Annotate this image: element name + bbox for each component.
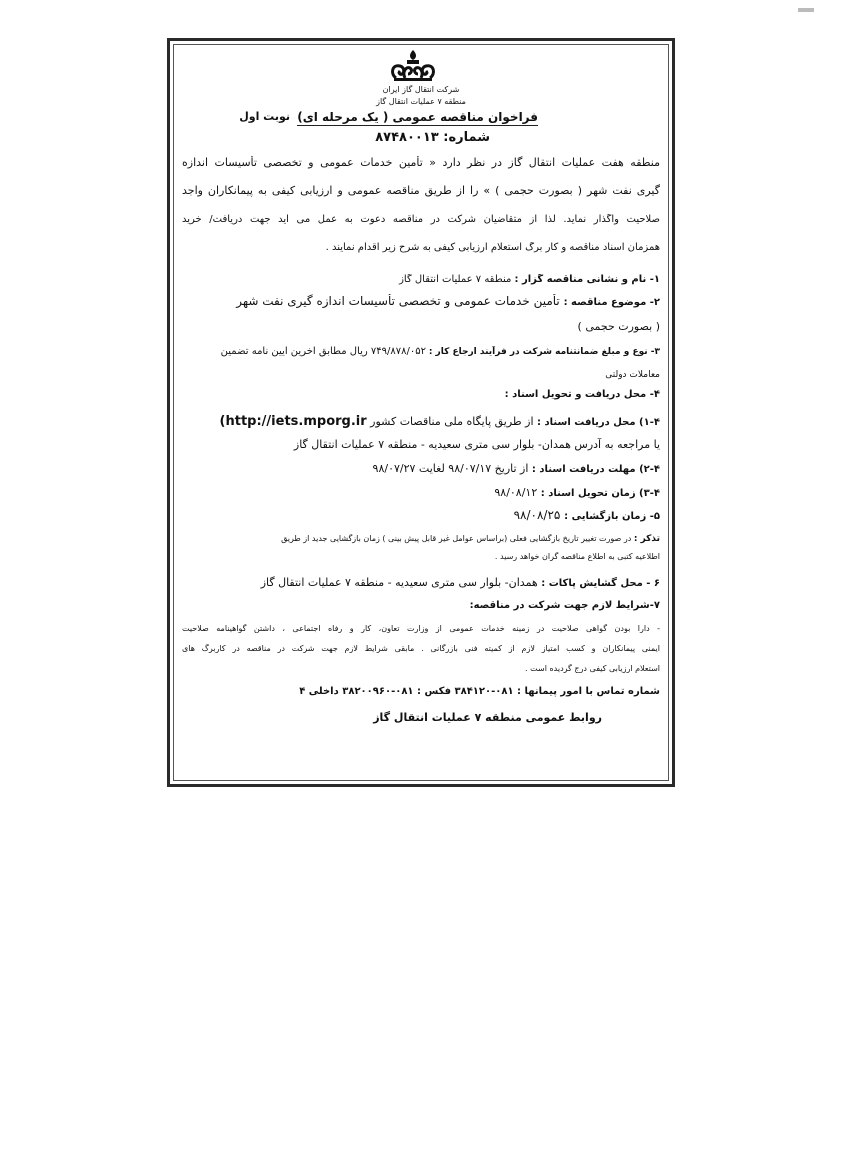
note-text-2: اطلاعیه کتبی به اطلاع مناقصه گران خواهد رسید .	[494, 552, 660, 561]
item-4-3-value: ۹۸/۰۸/۱۲	[494, 486, 538, 499]
notice-round: نوبت اول	[239, 110, 290, 123]
item-3-continued	[182, 370, 660, 380]
item-4-1-continued	[182, 438, 660, 451]
item-7-text-3: استعلام ارزیابی کیفی درج گردیده است .	[525, 664, 660, 673]
item-4-1-url: (http://iets.mporg.ir	[219, 414, 367, 429]
item-1-label: ۱- نام و نشانی مناقصه گزار :	[514, 274, 660, 285]
item-4-1-value: از طریق پایگاه ملی مناقصات کشور	[370, 415, 534, 428]
contact-line: شماره تماس با امور پیمانها : ۰۸۱-۳۸۴۱۲۰ فکس : ۰۸۱-۳۸۲۰۰۹۶۰ داخلی ۴	[299, 686, 660, 697]
note-text-1: در صورت تغییر تاریخ بازگشایی فعلی (براساس عوامل غیر قابل پیش بینی ) زمان بازگشایی جدید از طریق	[281, 534, 632, 543]
signature: روابط عمومی منطقه ۷ عملیات انتقال گاز	[373, 711, 602, 724]
intro-line-1: منطقه هفت عملیات انتقال گاز در نظر دارد « تأمین خدمات عمومی و تخصصی تأسیسات اندازه	[182, 156, 660, 169]
item-7-label: ۷-شرایط لازم جهت شرکت در مناقصه:	[469, 600, 660, 611]
item-7-text-1: - دارا بودن گواهی صلاحیت در زمینه خدمات عمومی از وزارت تعاون، کار و رفاه اجتماعی ، داشتن گواهینامه صلاحیت	[182, 624, 660, 633]
scan-artifact	[798, 8, 814, 12]
item-4-1	[182, 414, 660, 429]
item-3-label: ۳- نوع و مبلغ ضمانتنامه شرکت در فرآیند ارجاع کار :	[428, 347, 660, 357]
item-4-2-value: از تاریخ ۹۸/۰۷/۱۷ لغایت ۹۸/۰۷/۲۷	[372, 462, 529, 475]
item-2-value: تأمین خدمات عمومی و تخصصی تأسیسات اندازه گیری نفت شهر	[236, 294, 560, 308]
intro-line-4: همزمان اسناد مناقصه و کار برگ استعلام ارزیابی کیفی به شرح زیر اقدام نمایند .	[325, 242, 660, 253]
item-4-3-label: ۳-۴) زمان تحویل اسناد :	[540, 488, 660, 499]
region-name: منطقه ۷ عملیات انتقال گاز	[376, 97, 466, 106]
item-4-1-label: ۱-۴) محل دریافت اسناد :	[537, 417, 660, 428]
item-4-1-value-2: یا مراجعه به آدرس همدان- بلوار سی متری سعیدیه - منطقه ۷ عملیات انتقال گاز	[293, 438, 660, 451]
item-1	[182, 274, 660, 285]
item-4-3	[182, 486, 660, 499]
intro-line-2: گیری نفت شهر ( بصورت حجمی ) » را از طریق مناقصه عمومی و ارزیابی کیفی به پیمانکاران واجد	[182, 184, 660, 197]
item-1-value: منطقه ۷ عملیات انتقال گاز	[399, 274, 512, 285]
item-2-label: ۲- موضوع مناقصه :	[563, 297, 660, 308]
item-4-label: ۴- محل دریافت و تحویل اسناد :	[504, 389, 660, 400]
item-5-label: ۵- زمان بازگشایی :	[564, 511, 660, 522]
item-5	[182, 508, 660, 522]
item-6-label: ۶ - محل گشایش پاکات :	[541, 578, 660, 589]
item-4-2	[182, 462, 660, 475]
item-3	[182, 346, 660, 357]
item-4-2-label: ۲-۴) مهلت دریافت اسناد :	[531, 464, 660, 475]
item-3-value: ۷۴۹/۸۷۸/۰۵۲ ریال مطابق آخرین آیین نامه تضمین	[220, 346, 426, 357]
note-label: تذکر :	[633, 534, 660, 544]
note	[182, 534, 660, 544]
item-6	[182, 576, 660, 589]
item-2-value-2: ( بصورت حجمی )	[577, 320, 660, 333]
notice-title: فراخوان مناقصه عمومی ( یک مرحله ای)	[297, 110, 538, 124]
notice-number: شماره: ۸۷۴۸۰۰۱۳	[375, 130, 490, 145]
company-name: شرکت انتقال گاز ایران	[382, 85, 460, 94]
intro-line-3: صلاحیت واگذار نماید. لذا از متقاضیان شرکت در مناقصه دعوت به عمل می آید جهت دریافت/ خرید	[182, 214, 660, 225]
item-7-text-2: ایمنی پیمانکاران و کسب امتیاز لازم از کمیته فنی بازرگانی . مابقی شرایط لازم جهت شرکت در مناقصه در کاربرگ های	[182, 644, 660, 653]
nigc-flame-logo-icon	[388, 48, 438, 84]
item-6-value: همدان- بلوار سی متری سعیدیه - منطقه ۷ عملیات انتقال گاز	[260, 576, 538, 589]
item-5-value: ۹۸/۰۸/۲۵	[513, 508, 561, 522]
item-2-continued	[182, 320, 660, 333]
item-2	[182, 294, 660, 308]
tender-notice	[182, 48, 660, 776]
item-3-value-2: معاملات دولتی	[605, 370, 660, 380]
